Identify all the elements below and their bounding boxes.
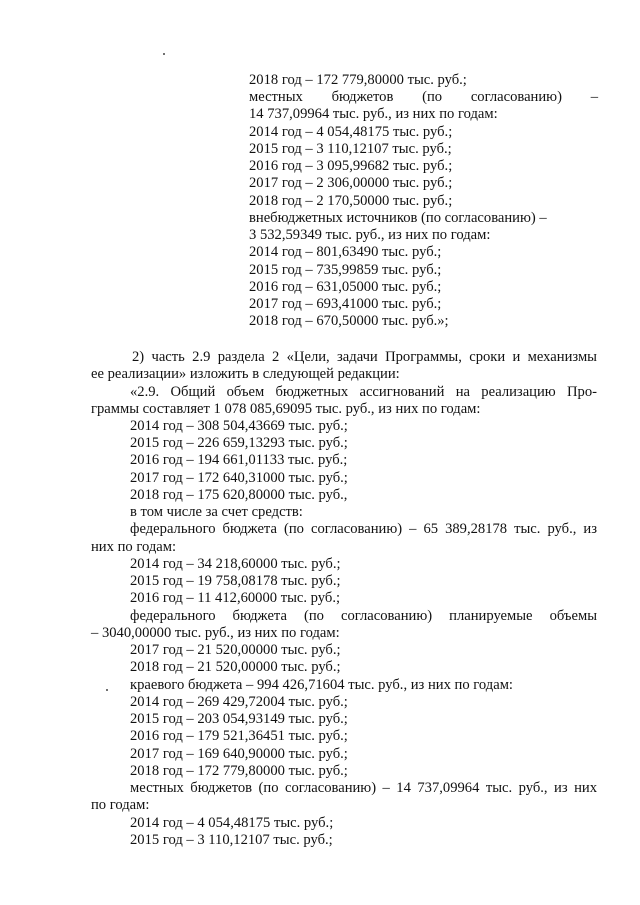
year-line: 2014 год – 308 504,43669 тыс. руб.;: [130, 418, 348, 434]
top-line: 14 737,09964 тыс. руб., из них по годам:: [249, 106, 498, 122]
year-line: 2017 год – 21 520,00000 тыс. руб.;: [130, 642, 341, 658]
scan-speck: [106, 689, 108, 691]
paragraph-line: них по годам:: [91, 539, 177, 555]
paragraph-line: 2) часть 2.9 раздела 2 «Цели, задачи Программы, сроки и механизмы: [132, 349, 597, 365]
top-line: 2018 год – 2 170,50000 тыс. руб.;: [249, 193, 453, 209]
top-line: 2017 год – 2 306,00000 тыс. руб.;: [249, 175, 453, 191]
year-line: 2014 год – 269 429,72004 тыс. руб.;: [130, 694, 348, 710]
top-line: 2016 год – 3 095,99682 тыс. руб.;: [249, 158, 453, 174]
top-line: 2015 год – 3 110,12107 тыс. руб.;: [249, 141, 452, 157]
top-line: внебюджетных источников (по согласованию) –: [249, 210, 547, 226]
paragraph-line: федерального бюджета (по согласованию) планируемые объемы: [130, 608, 597, 624]
paragraph-line: – 3040,00000 тыс. руб., из них по годам:: [91, 625, 340, 641]
year-line: 2018 год – 21 520,00000 тыс. руб.;: [130, 659, 341, 675]
top-line: 2014 год – 801,63490 тыс. руб.;: [249, 244, 442, 260]
top-line: 2015 год – 735,99859 тыс. руб.;: [249, 262, 442, 278]
scan-speck: [163, 53, 165, 55]
top-line: 2018 год – 670,50000 тыс. руб.»;: [249, 313, 449, 329]
paragraph-line: граммы составляет 1 078 085,69095 тыс. руб., из них по годам:: [91, 401, 481, 417]
top-line: 2018 год – 172 779,80000 тыс. руб.;: [249, 72, 467, 88]
year-line: 2017 год – 169 640,90000 тыс. руб.;: [130, 746, 348, 762]
year-line: 2016 год – 194 661,01133 тыс. руб.;: [130, 452, 348, 468]
year-line: 2014 год – 4 054,48175 тыс. руб.;: [130, 815, 334, 831]
paragraph-line: федерального бюджета (по согласованию) – 65 389,28178 тыс. руб., из: [130, 521, 597, 537]
year-line: 2018 год – 175 620,80000 тыс. руб.,: [130, 487, 348, 503]
year-line: 2014 год – 34 218,60000 тыс. руб.;: [130, 556, 341, 572]
paragraph-line: «2.9. Общий объем бюджетных ассигнований на реализацию Про-: [130, 384, 597, 400]
year-line: 2016 год – 11 412,60000 тыс. руб.;: [130, 590, 341, 606]
top-line: 2016 год – 631,05000 тыс. руб.;: [249, 279, 442, 295]
year-line: 2015 год – 3 110,12107 тыс. руб.;: [130, 832, 333, 848]
year-line: 2015 год – 226 659,13293 тыс. руб.;: [130, 435, 348, 451]
year-line: 2015 год – 19 758,08178 тыс. руб.;: [130, 573, 341, 589]
year-line: 2015 год – 203 054,93149 тыс. руб.;: [130, 711, 348, 727]
top-line: 2014 год – 4 054,48175 тыс. руб.;: [249, 124, 453, 140]
top-line: 2017 год – 693,41000 тыс. руб.;: [249, 296, 442, 312]
paragraph-line: в том числе за счет средств:: [130, 504, 303, 520]
paragraph-line: по годам:: [91, 797, 150, 813]
year-line: 2017 год – 172 640,31000 тыс. руб.;: [130, 470, 348, 486]
year-line: 2016 год – 179 521,36451 тыс. руб.;: [130, 728, 348, 744]
top-line: 3 532,59349 тыс. руб., из них по годам:: [249, 227, 491, 243]
paragraph-line: местных бюджетов (по согласованию) – 14 737,09964 тыс. руб., из них: [130, 780, 597, 796]
paragraph-line: ее реализации» изложить в следующей редакции:: [91, 366, 400, 382]
top-line: местных бюджетов (по согласованию) –: [249, 89, 598, 105]
year-line: 2018 год – 172 779,80000 тыс. руб.;: [130, 763, 348, 779]
paragraph-line: краевого бюджета – 994 426,71604 тыс. руб., из них по годам:: [130, 677, 513, 693]
